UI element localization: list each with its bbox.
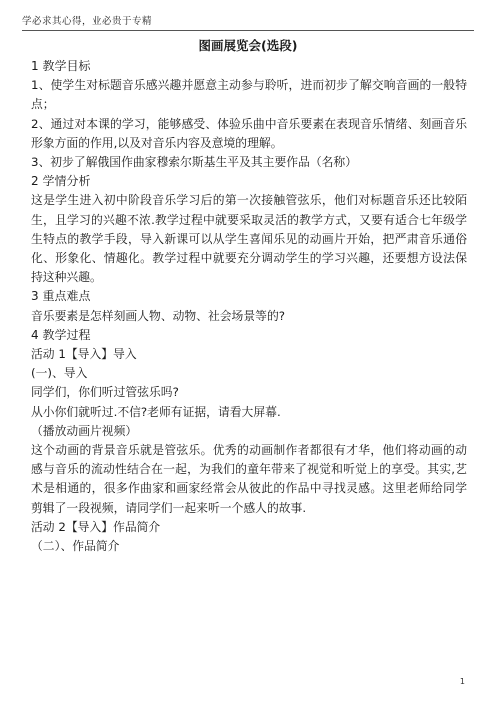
objective-2: 2、通过对本课的学习，能够感受、体验乐曲中音乐要素在表现音乐情绪、刻画音乐形象方面的作用,以及对音乐内容及意境的理解。 [31,116,467,150]
process-line: （播放动画片视频） [31,423,138,438]
key-points-paragraph: 音乐要素是怎样刻画人物、动物、社会场景等的? [31,308,285,323]
section-heading-objectives: 1 教学目标 [31,59,91,73]
page-number: 1 [459,677,465,686]
header-note: 学必求其心得，业必贵于专精 [22,16,153,27]
activity-2-heading: 活动 2【导入】作品简介 [31,519,161,534]
subsection-works: （二）、作品简介 [31,539,120,554]
document-body [31,57,467,556]
process-paragraph: 这个动画的背景音乐就是管弦乐。优秀的动画制作者都很有才华，他们将动画的动感与音乐的流动性结合在一起，为我们的童年带来了视觉和听觉上的享受。其实,艺术是相通的，很多作曲家和画家经常会从彼此的作品中寻找灵感。这里老师给同学剪辑了一段视频，请同学们一起来听一个感人的故事. [31,443,467,515]
section-heading-analysis: 2 学情分析 [31,174,91,189]
objective-1: 1、使学生对标题音乐感兴趣并愿意主动参与聆听，进而初步了解交响音画的一般特点； [31,78,467,112]
analysis-paragraph: 这是学生进入初中阶段音乐学习后的第一次接触管弦乐，他们对标题音乐还比较陌生，且学习的兴趣不浓.教学过程中就要采取灵活的教学方式，又要有适合七年级学生特点的教学手段，导入新课可以从学生喜闻乐见的动画片开始，把严肃音乐通俗化、形象化、情趣化。教学过程中就要充分调动学生的学习兴趣，还要想方设法保持这种兴趣。 [31,193,467,285]
subsection-intro: (一)、导入 [31,366,88,381]
process-line: 从小你们就听过.不信?老师有证据，请看大屏幕. [31,404,281,419]
header-divider [22,30,474,31]
section-heading-process: 4 教学过程 [31,327,91,342]
objective-3: 3、初步了解俄国作曲家穆索尔斯基生平及其主要作品（名称） [31,155,358,170]
document-title: 图画展览会(选段) [198,38,298,53]
section-heading-key-points: 3 重点难点 [31,289,91,304]
process-line: 同学们，你们听过管弦乐吗? [31,385,179,400]
activity-1-heading: 活动 1【导入】导入 [31,347,137,362]
